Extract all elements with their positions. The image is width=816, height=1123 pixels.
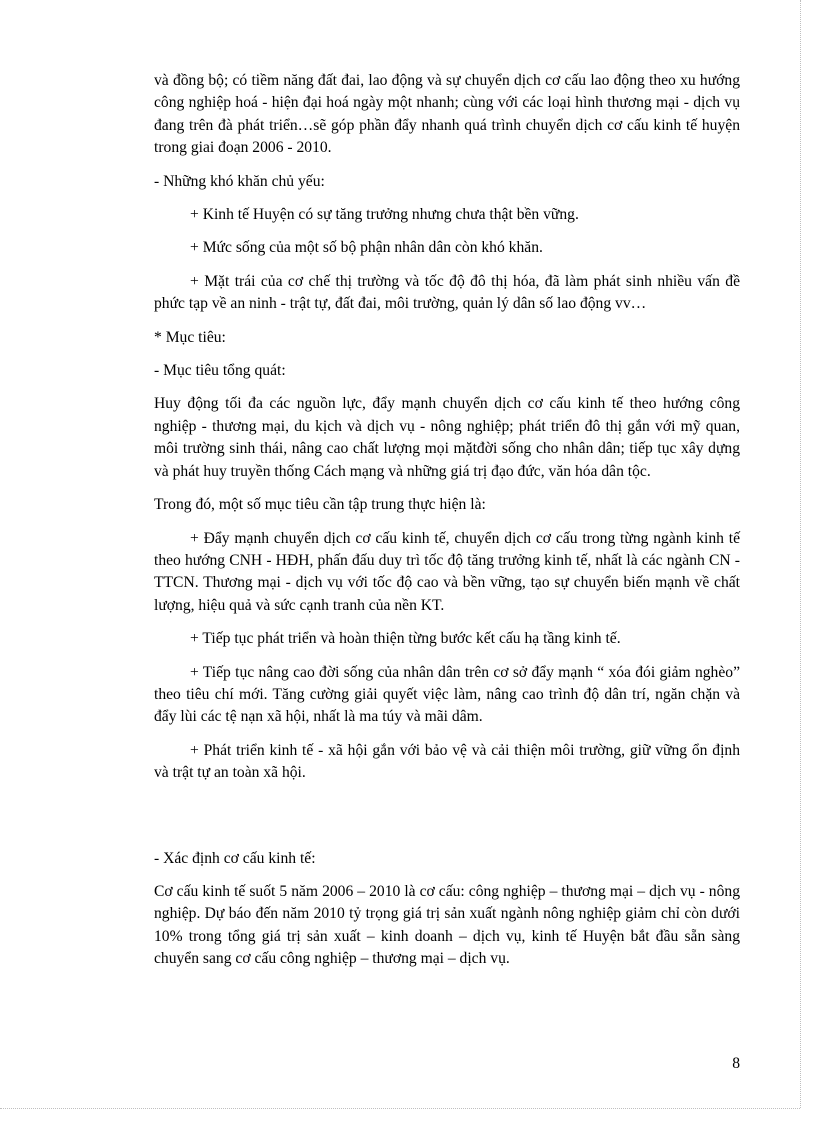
bullet-objective-environment: + Phát triển kinh tế - xã hội gắn với bảo vệ và cải thiện môi trường, giữ vững ổn định và trật tự an toàn xã hội. — [154, 741, 740, 782]
page-number: 8 — [732, 1055, 740, 1072]
heading-difficulties: - Những khó khăn chủ yếu: — [154, 172, 325, 190]
bullet-objective-infrastructure: + Tiếp tục phát triển và hoàn thiện từng bước kết cấu hạ tầng kinh tế. — [190, 630, 621, 648]
heading-general-objective: - Mục tiêu tổng quát: — [154, 362, 286, 380]
page-edge-right — [800, 0, 801, 1108]
document-body — [154, 70, 740, 971]
paragraph-intro-continuation: và đồng bộ; có tiềm năng đất đai, lao động và sự chuyển dịch cơ cấu lao động theo xu hướng công nghiệp hoá - hiện đại hoá ngày một nhanh; cùng với các loại hình thương mại - dịch vụ đang trên đà phát triển…sẽ góp phần đẩy nhanh quá trình chuyển dịch cơ cấu kinh tế huyện trong giai đoạn 2006 - 2010. — [154, 72, 740, 157]
bullet-difficulty-market: + Mặt trái của cơ chế thị trường và tốc độ đô thị hóa, đã làm phát sinh nhiều vấn đề phức tạp về an ninh - trật tự, đất đai, môi trường, quản lý dân số lao động vv… — [154, 272, 740, 313]
bullet-difficulty-living: + Mức sống của một số bộ phận nhân dân còn khó khăn. — [190, 239, 543, 257]
vertical-spacer — [154, 785, 740, 837]
paragraph-economic-structure: Cơ cấu kinh tế suốt 5 năm 2006 – 2010 là cơ cấu: công nghiệp – thương mại – dịch vụ - nông nghiệp. Dự báo đến năm 2010 tỷ trọng giá trị sản xuất ngành nông nghiệp giảm chỉ còn dưới 10% trong tổng giá trị sản xuất – kinh doanh – dịch vụ, kinh tế Huyện bắt đầu sẵn sàng chuyển sang cơ cấu công nghiệp – thương mại – dịch vụ. — [154, 882, 740, 968]
bullet-difficulty-growth: + Kinh tế Huyện có sự tăng trưởng nhưng chưa thật bền vững. — [190, 206, 579, 224]
bullet-objective-living-standards: + Tiếp tục nâng cao đời sống của nhân dân trên cơ sở đẩy mạnh “ xóa đói giảm nghèo” theo tiêu chí mới. Tăng cường giải quyết việc làm, nâng cao trình độ dân trí, ngăn chặn và đẩy lùi các tệ nạn xã hội, nhất là ma túy và mãi dâm. — [154, 663, 740, 726]
heading-economic-structure: - Xác định cơ cấu kinh tế: — [154, 849, 316, 867]
paragraph-key-objectives-intro: Trong đó, một số mục tiêu cần tập trung thực hiện là: — [154, 496, 486, 514]
paragraph-general-objective: Huy động tối đa các nguồn lực, đẩy mạnh chuyển dịch cơ cấu kinh tế theo hướng công nghiệp - thương mại, du kịch và dịch vụ - nông nghiệp; phát triển đô thị gắn với mỹ quan, môi trường sinh thái, nâng cao chất lượng mọi mặtđời sống cho nhân dân; tiếp tục xây dựng và phát huy truyền thống Cách mạng và những giá trị đạo đức, văn hóa dân tộc. — [154, 395, 740, 480]
bullet-objective-restructure: + Đẩy mạnh chuyển dịch cơ cấu kinh tế, chuyển dịch cơ cấu trong từng ngành kinh tế theo hướng CNH - HĐH, phấn đấu duy trì tốc độ tăng trưởng kinh tế, nhất là các ngành CN -TTCN. Thương mại - dịch vụ với tốc độ cao và bền vững, tạo sự chuyển biến mạnh về chất lượng, hiệu quả và sức cạnh tranh của nền KT. — [154, 529, 740, 614]
page-edge-bottom — [0, 1108, 800, 1109]
heading-objectives: * Mục tiêu: — [154, 328, 226, 346]
